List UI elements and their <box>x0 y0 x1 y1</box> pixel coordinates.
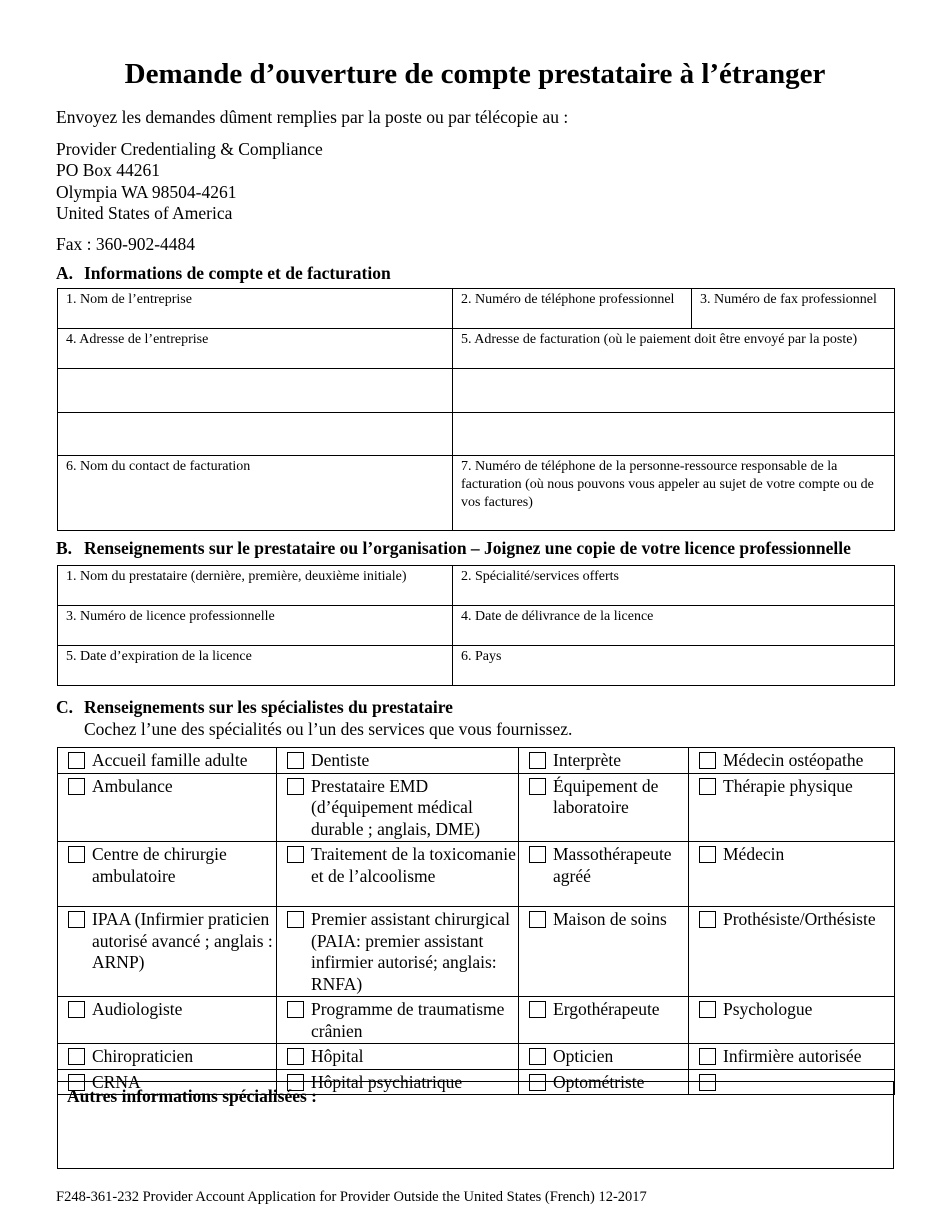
specialty-option-label: Prestataire EMD (d’équipement médical durable ; anglais, DME) <box>311 775 481 839</box>
specialty-cell <box>277 748 519 774</box>
provider-name-field[interactable] <box>58 566 453 606</box>
fax-number: Fax : 360-902-4484 <box>56 234 196 254</box>
specialty-row <box>58 773 895 842</box>
specialty-checkbox[interactable] <box>287 1001 304 1018</box>
specialty-checkbox[interactable] <box>68 1001 85 1018</box>
specialty-option-label: Hôpital psychiatrique <box>311 1071 463 1092</box>
specialty-option-label: Médecin <box>723 844 785 864</box>
specialty-checkbox[interactable] <box>699 1001 716 1018</box>
specialty-option-label: Prothésiste/Orthésiste <box>723 909 876 929</box>
specialty-option[interactable] <box>287 844 518 887</box>
specialty-checkbox[interactable] <box>68 1048 85 1065</box>
specialty-checkbox[interactable] <box>699 1048 716 1065</box>
specialty-checkbox[interactable] <box>287 778 304 795</box>
specialty-option[interactable] <box>68 750 276 772</box>
specialty-checkbox[interactable] <box>287 1048 304 1065</box>
specialty-checkbox[interactable] <box>68 911 85 928</box>
provider-info-table <box>57 565 895 686</box>
address-line-4: United States of America <box>56 203 233 223</box>
intro-text: Envoyez les demandes dûment remplies par la poste ou par télécopie au : <box>56 107 569 127</box>
specialty-option-label: Centre de chirurgie ambulatoire <box>92 844 227 886</box>
billing-contact-phone-label: 7. Numéro de téléphone de la personne-ressource responsable de la facturation (où nous pouvons vous appeler au sujet de votre compte ou de vos factures) <box>461 459 874 510</box>
specialty-cell <box>519 842 689 907</box>
specialty-cell <box>519 773 689 842</box>
specialty-row <box>58 748 895 774</box>
license-issue-date-field[interactable] <box>453 606 895 646</box>
specialty-checkbox[interactable] <box>529 752 546 769</box>
license-number-label: 3. Numéro de licence professionnelle <box>66 609 275 624</box>
section-b-letter: B. <box>56 538 73 558</box>
specialty-checkbox[interactable] <box>699 752 716 769</box>
section-c-heading <box>56 696 453 718</box>
specialty-cell <box>277 773 519 842</box>
specialty-row <box>58 1044 895 1070</box>
specialty-field[interactable] <box>453 566 895 606</box>
section-c-letter: C. <box>56 697 74 717</box>
specialty-option-label: Maison de soins <box>553 909 667 929</box>
business-name-field[interactable] <box>58 289 453 329</box>
section-b-title: Renseignements sur le prestataire ou l’organisation – Joignez une copie de votre licence professionnelle <box>84 538 851 558</box>
license-issue-date-label: 4. Date de délivrance de la licence <box>461 609 654 624</box>
section-c-instruction: Cochez l’une des spécialités ou l’un des services que vous fournissez. <box>84 719 573 739</box>
address-line-3: Olympia WA 98504-4261 <box>56 182 237 202</box>
specialty-option[interactable] <box>68 776 276 798</box>
specialty-cell <box>277 1044 519 1070</box>
specialty-checkbox[interactable] <box>287 752 304 769</box>
specialty-checkbox[interactable] <box>529 1001 546 1018</box>
address-line-1: Provider Credentialing & Compliance <box>56 139 323 159</box>
specialty-option-label: Hôpital <box>311 1046 364 1066</box>
billing-address-label: 5. Adresse de facturation (où le paiement doit être envoyé par la poste) <box>461 332 858 347</box>
specialty-option-label: Audiologiste <box>92 999 183 1019</box>
specialty-cell <box>58 997 277 1044</box>
specialty-cell <box>277 842 519 907</box>
specialty-option-label: CRNA <box>92 1071 141 1092</box>
specialty-option[interactable] <box>68 844 276 887</box>
specialty-option-label: Psychologue <box>723 999 813 1019</box>
specialty-option[interactable] <box>699 1046 894 1068</box>
specialty-checkbox[interactable] <box>529 1048 546 1065</box>
section-a-title: Informations de compte et de facturation <box>84 263 391 283</box>
specialty-option[interactable] <box>68 1046 276 1068</box>
specialty-cell <box>689 907 895 997</box>
business-name-label: 1. Nom de l’entreprise <box>66 292 192 307</box>
specialty-option-label: Médecin ostéopathe <box>723 750 864 770</box>
specialty-option[interactable] <box>287 909 518 995</box>
specialty-checkbox[interactable] <box>699 778 716 795</box>
specialty-checkbox[interactable] <box>68 752 85 769</box>
specialty-option[interactable] <box>529 750 688 772</box>
specialty-option[interactable] <box>287 776 518 841</box>
specialty-option-label: IPAA (Infirmier praticien autorisé avancé ; anglais : ARNP) <box>92 909 273 972</box>
specialty-cell <box>519 907 689 997</box>
provider-name-label: 1. Nom du prestataire (dernière, première, deuxième initiale) <box>66 569 407 584</box>
country-label: 6. Pays <box>461 649 502 664</box>
specialty-option[interactable] <box>287 750 518 772</box>
specialty-option-label: Massothérapeute agréé <box>553 844 672 886</box>
specialty-cell <box>689 748 895 774</box>
specialty-option[interactable] <box>529 999 688 1021</box>
specialty-option[interactable] <box>287 1046 518 1068</box>
specialty-option[interactable] <box>699 909 894 931</box>
billing-address-line-3[interactable] <box>453 413 895 456</box>
specialty-option-label: Optométriste <box>553 1071 645 1092</box>
specialty-option-label: Ambulance <box>92 775 173 796</box>
business-address-field[interactable] <box>58 329 453 369</box>
specialty-row <box>58 997 895 1044</box>
billing-contact-field[interactable] <box>58 456 453 531</box>
specialty-option[interactable] <box>699 999 894 1021</box>
specialty-option[interactable] <box>529 776 688 819</box>
specialty-option-label: Accueil famille adulte <box>92 750 248 770</box>
specialty-option[interactable] <box>529 844 688 887</box>
specialty-cell <box>277 907 519 997</box>
specialty-cell <box>58 907 277 997</box>
billing-address-field[interactable] <box>453 329 895 369</box>
form-footer: F248-361-232 Provider Account Application for Provider Outside the United States (French) 12-2017 <box>56 1189 647 1205</box>
specialty-option-label: Traitement de la toxicomanie et de l’alcoolisme <box>311 844 516 886</box>
billing-address-line-2[interactable] <box>453 369 895 413</box>
specialty-option-label: Dentiste <box>311 750 370 770</box>
business-phone-label: 2. Numéro de téléphone professionnel <box>461 292 675 307</box>
specialty-cell <box>689 997 895 1044</box>
other-specialty-info-label: Autres informations spécialisées : <box>67 1086 317 1106</box>
specialty-option-label: Premier assistant chirurgical (PAIA: premier assistant infirmier autorisé; anglais: RNFA) <box>311 909 510 994</box>
business-address-label: 4. Adresse de l’entreprise <box>66 332 209 347</box>
country-field[interactable] <box>453 646 895 686</box>
specialty-option[interactable] <box>68 909 276 974</box>
specialty-cell <box>58 1044 277 1070</box>
specialty-cell <box>519 1044 689 1070</box>
billing-contact-phone-field[interactable] <box>453 456 895 531</box>
specialty-option[interactable] <box>699 844 894 866</box>
license-number-field[interactable] <box>58 606 453 646</box>
specialty-cell <box>277 997 519 1044</box>
account-billing-table <box>57 288 895 531</box>
specialty-cell <box>689 1044 895 1070</box>
specialty-option[interactable] <box>68 999 276 1021</box>
specialty-option[interactable] <box>529 1046 688 1068</box>
specialty-checkbox[interactable] <box>287 846 304 863</box>
specialty-checkbox[interactable] <box>529 778 546 795</box>
specialty-option-label: Thérapie physique <box>723 775 853 796</box>
specialty-label: 2. Spécialité/services offerts <box>461 569 619 584</box>
license-expiry-date-label: 5. Date d’expiration de la licence <box>66 649 252 664</box>
specialty-option[interactable] <box>699 776 894 798</box>
specialty-cell <box>689 773 895 842</box>
specialty-option-label: Chiropraticien <box>92 1046 194 1066</box>
specialty-cell <box>519 997 689 1044</box>
specialty-option-label: Programme de traumatisme crânien <box>311 999 505 1041</box>
specialty-checkbox[interactable] <box>699 846 716 863</box>
other-specialty-info-field[interactable] <box>57 1081 894 1169</box>
specialty-checkbox[interactable] <box>68 846 85 863</box>
section-c-title: Renseignements sur les spécialistes du prestataire <box>84 697 453 717</box>
specialty-row <box>58 907 895 997</box>
specialty-cell <box>519 748 689 774</box>
specialty-option-label: Opticien <box>553 1046 614 1066</box>
business-fax-field[interactable] <box>692 289 895 329</box>
specialty-option-label: Infirmière autorisée <box>723 1046 862 1066</box>
specialty-checkbox[interactable] <box>287 911 304 928</box>
specialty-cell <box>689 842 895 907</box>
specialty-option[interactable] <box>699 750 894 772</box>
specialty-option-label: Ergothérapeute <box>553 999 660 1019</box>
specialty-cell <box>58 773 277 842</box>
specialty-checkbox[interactable] <box>529 911 546 928</box>
business-fax-label: 3. Numéro de fax professionnel <box>700 292 877 307</box>
business-address-line-3[interactable] <box>58 413 453 456</box>
specialty-checkbox[interactable] <box>699 911 716 928</box>
specialty-cell <box>58 842 277 907</box>
specialty-option[interactable] <box>287 999 518 1042</box>
page-title: Demande d’ouverture de compte prestataire à l’étranger <box>124 58 826 90</box>
specialty-checklist <box>57 747 895 1095</box>
specialty-row <box>58 842 895 907</box>
license-expiry-date-field[interactable] <box>58 646 453 686</box>
section-a-heading <box>56 262 391 284</box>
specialty-option[interactable] <box>529 909 688 931</box>
billing-contact-label: 6. Nom du contact de facturation <box>66 459 251 474</box>
section-b-heading <box>56 537 851 559</box>
address-line-2: PO Box 44261 <box>56 160 161 180</box>
section-a-letter: A. <box>56 263 74 283</box>
specialty-cell <box>58 748 277 774</box>
specialty-option-label: Équipement de laboratoire <box>553 775 659 817</box>
specialty-checkbox[interactable] <box>529 846 546 863</box>
business-address-line-2[interactable] <box>58 369 453 413</box>
business-phone-field[interactable] <box>453 289 692 329</box>
specialty-option-label: Interprète <box>553 750 622 770</box>
specialty-checkbox[interactable] <box>68 778 85 795</box>
